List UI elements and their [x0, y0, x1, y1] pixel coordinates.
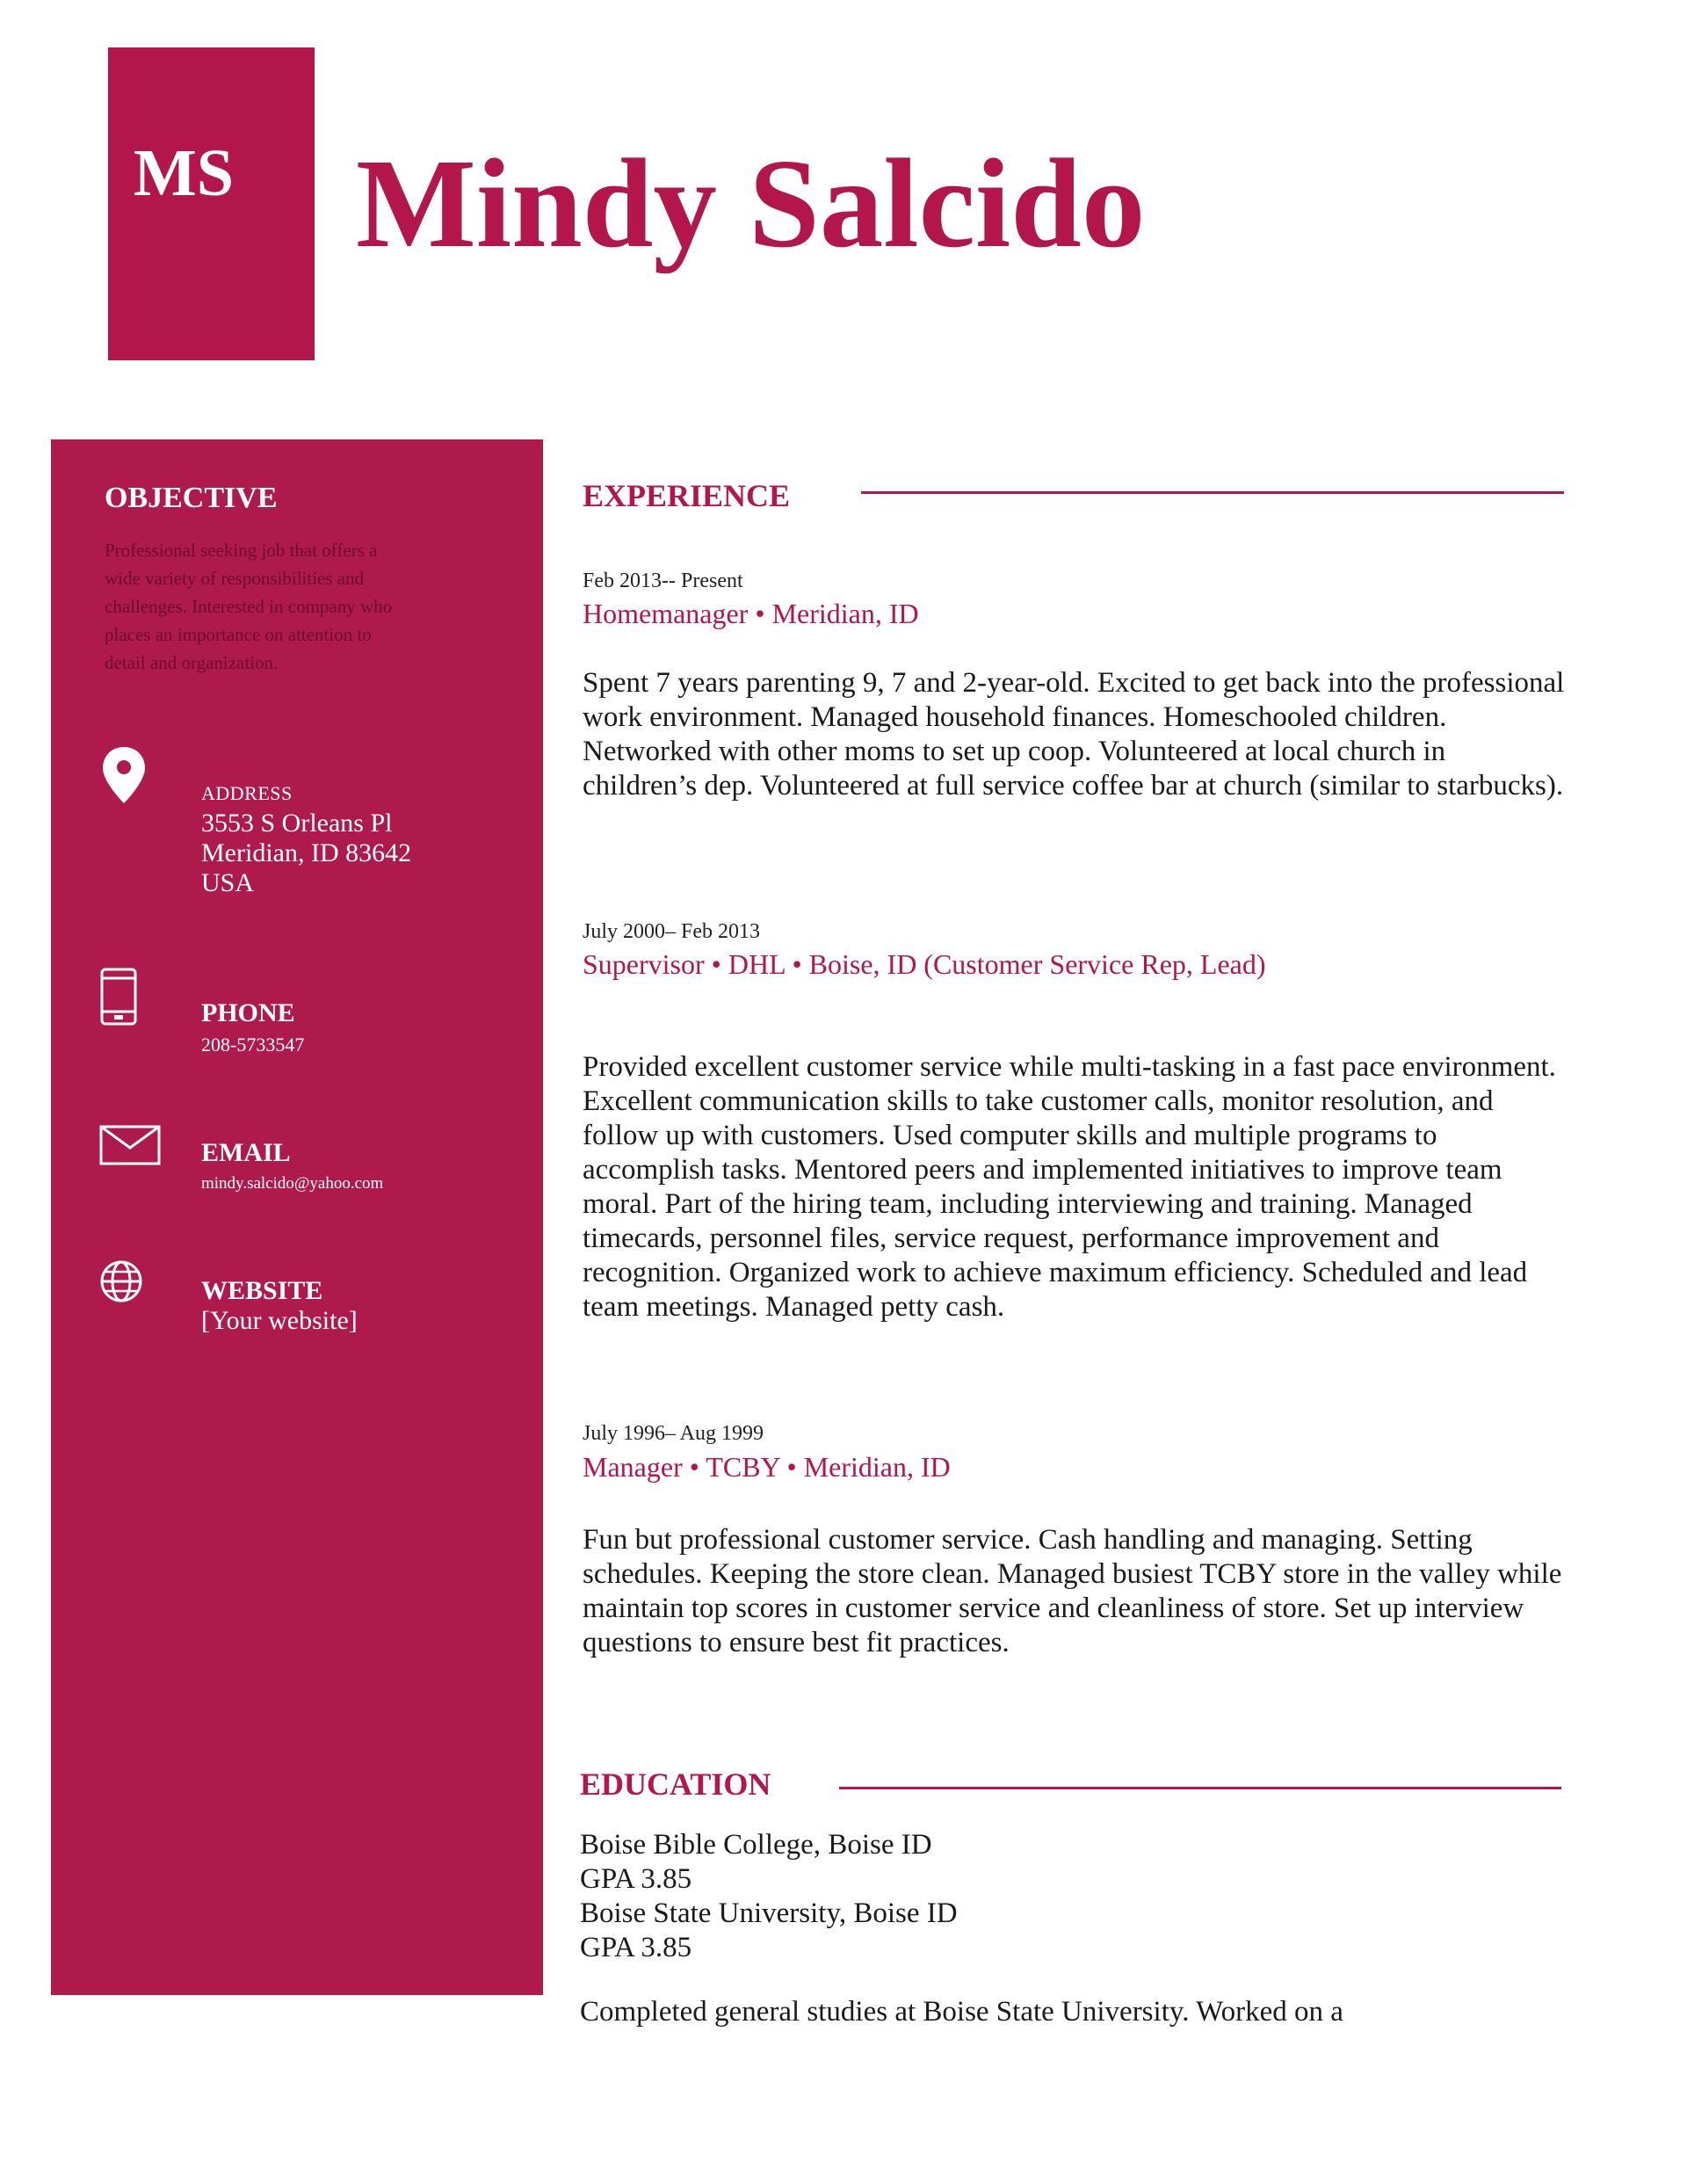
- address-label: ADDRESS: [201, 782, 293, 804]
- job-date: Feb 2013-- Present: [583, 570, 743, 592]
- email-label: EMAIL: [201, 1138, 291, 1167]
- education-line: Boise State University, Boise ID: [580, 1897, 958, 1929]
- objective-text: Professional seeking job that offers a wide variety of responsibilities and challenges. Interested in company who places an importance on attention to detail and organization.: [105, 540, 393, 673]
- education-rule: [839, 1787, 1561, 1789]
- phone-label: PHONE: [201, 998, 295, 1027]
- website-label: WEBSITE: [201, 1276, 323, 1305]
- education-line: GPA 3.85: [580, 1863, 692, 1895]
- experience-title: EXPERIENCE: [583, 478, 791, 513]
- education-line: GPA 3.85: [580, 1932, 692, 1963]
- education-line: Boise Bible College, Boise ID: [580, 1829, 932, 1861]
- globe-icon: [99, 1259, 143, 1303]
- job-description: Provided excellent customer service while multi-tasking in a fast pace environment. Excellent communication skills to take customer calls, monitor resolution, and follow up with customers. Used computer skills and multiple programs to accomplish tasks. Mentored peers and implemented initiatives to improve team moral. Part of the hiring team, including interviewing and training. Managed timecards, personnel files, service request, performance improvement and recognition. Organized work to achieve maximum efficiency. Scheduled and lead team meetings. Managed petty cash.: [583, 1051, 1556, 1323]
- address-line2: Meridian, ID 83642: [201, 838, 412, 867]
- job-role: Manager • TCBY • Meridian, ID: [583, 1451, 951, 1483]
- job-date: July 2000– Feb 2013: [583, 920, 761, 943]
- phone-value: 208-5733547: [201, 1034, 305, 1056]
- job-date: July 1996– Aug 1999: [583, 1422, 764, 1445]
- envelope-icon: [99, 1125, 161, 1165]
- experience-rule: [861, 491, 1564, 494]
- address-line3: USA: [201, 868, 255, 897]
- job-role: Homemanager • Meridian, ID: [583, 598, 919, 629]
- address-line1: 3553 S Orleans Pl: [201, 809, 393, 838]
- applicant-name: Mindy Salcido: [356, 134, 1146, 274]
- job-description: Fun but professional customer service. Cash handling and managing. Setting schedules. Keeping the store clean. Managed busiest TCBY store in the valley while maintain top scores in customer service and cleanliness of store. Set up interview questions to ensure best fit practices.: [583, 1524, 1562, 1658]
- education-title: EDUCATION: [580, 1767, 771, 1802]
- website-value: [Your website]: [201, 1306, 358, 1335]
- initials-badge: [108, 47, 315, 360]
- education-summary: Completed general studies at Boise State University. Worked on a: [580, 1996, 1343, 2028]
- location-pin-icon: [99, 745, 148, 805]
- objective-title: OBJECTIVE: [105, 482, 278, 514]
- sidebar: [51, 439, 543, 1995]
- phone-icon: [99, 967, 138, 1027]
- email-value: mindy.salcido@yahoo.com: [201, 1174, 384, 1193]
- job-role: Supervisor • DHL • Boise, ID (Customer Service Rep, Lead): [583, 948, 1266, 980]
- initials: MS: [134, 136, 234, 210]
- job-description: Spent 7 years parenting 9, 7 and 2-year-old. Excited to get back into the professional work environment. Managed household finances. Homeschooled children. Networked with other moms to set up coop. Volunteered at local church in children’s dep. Volunteered at full service coffee bar at church (similar to starbucks).: [583, 667, 1565, 802]
